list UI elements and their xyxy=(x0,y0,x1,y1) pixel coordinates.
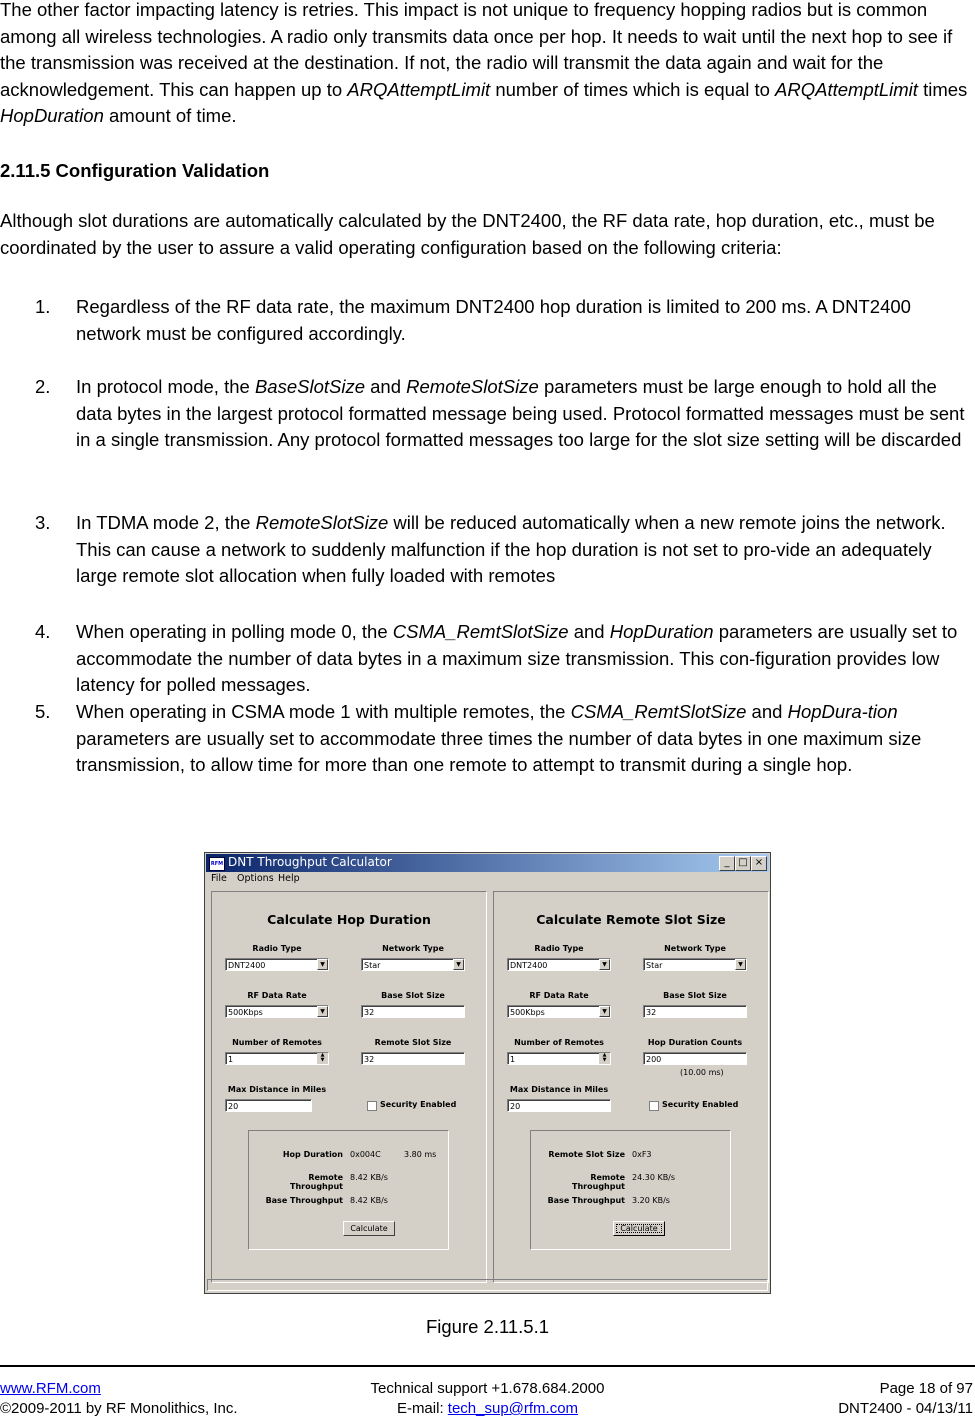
intro-paragraph: The other factor impacting latency is retries. This impact is not unique to frequency hopping radios but is common among all wireless technologies. A radio only transmits data once per hop. It needs to wait until the next hop to see if the transmission was received at the destination. If not, the radio will transmit the data again and wait for the acknowledgement. This can happen up to ARQAttemptLimit number of times which is equal to ARQAttemptLimit times HopDuration amount of time. xyxy=(0,0,968,126)
base-slot-input[interactable]: 32 xyxy=(361,1005,465,1018)
email-link[interactable]: tech_sup@rfm.com xyxy=(447,1400,579,1417)
chevron-down-icon: ▼ xyxy=(599,959,610,970)
copyright: ©2009-2011 by RF Monolithics, Inc. xyxy=(0,1400,238,1417)
distance-input[interactable]: 20 xyxy=(507,1099,611,1112)
close-button[interactable]: × xyxy=(751,856,767,871)
footer-rule xyxy=(0,1365,975,1367)
radio-type-select[interactable]: DNT2400 ▼ xyxy=(507,958,611,971)
footer-center xyxy=(0,1379,975,1419)
hop-counts-label: Hop Duration Counts xyxy=(647,1038,743,1047)
base-slot-input[interactable]: 32 xyxy=(643,1005,747,1018)
result-unit: 3.80 ms xyxy=(404,1150,437,1159)
base-slot-label: Base Slot Size xyxy=(381,991,445,1000)
security-checkbox[interactable] xyxy=(367,1101,377,1111)
remotes-label: Number of Remotes xyxy=(514,1038,604,1047)
rf-rate-label: RF Data Rate xyxy=(529,991,589,1000)
radio-type-select[interactable]: DNT2400 ▼ xyxy=(225,958,329,971)
calculate-button[interactable]: Calculate xyxy=(343,1221,395,1236)
chevron-down-icon: ▼ xyxy=(453,959,464,970)
panel-title: Calculate Hop Duration xyxy=(267,912,431,927)
result-value: 8.42 KB/s xyxy=(350,1196,388,1205)
security-checkbox[interactable] xyxy=(649,1101,659,1111)
section-heading: 2.11.5 Configuration Validation xyxy=(0,160,270,181)
panel-title: Calculate Remote Slot Size xyxy=(536,912,726,927)
support-phone: Technical support +1.678.684.2000 xyxy=(370,1380,605,1397)
chevron-down-icon: ▼ xyxy=(735,959,746,970)
criteria-paragraph: Although slot durations are automatically calculated by the DNT2400, the RF data rate, hop duration, etc., must be coordinated by the user to assure a valid operating configuration based on the following criteria: xyxy=(0,210,935,258)
menu-options[interactable]: Options xyxy=(237,873,274,884)
remotes-label: Number of Remotes xyxy=(232,1038,322,1047)
maximize-button[interactable]: □ xyxy=(735,856,751,871)
security-label: Security Enabled xyxy=(380,1100,457,1109)
figure-caption: Figure 2.11.5.1 xyxy=(425,1316,550,1337)
minimize-button[interactable]: _ xyxy=(719,856,735,871)
hop-counts-input[interactable]: 200 xyxy=(643,1052,747,1065)
network-type-label: Network Type xyxy=(382,944,444,953)
status-bar xyxy=(207,1279,768,1291)
network-type-select[interactable]: Star ▼ xyxy=(643,958,747,971)
base-slot-label: Base Slot Size xyxy=(663,991,727,1000)
security-label: Security Enabled xyxy=(662,1100,739,1109)
result-key: Base Throughput xyxy=(265,1196,343,1205)
menu-help[interactable]: Help xyxy=(278,873,300,884)
spinner-arrows-icon[interactable]: ▲ ▼ xyxy=(599,1053,610,1064)
hop-duration-panel xyxy=(211,891,487,1283)
results-box xyxy=(248,1130,449,1250)
result-value: 0xF3 xyxy=(632,1150,652,1159)
website-link[interactable]: www.RFM.com xyxy=(0,1380,101,1397)
result-value: 3.20 KB/s xyxy=(632,1196,670,1205)
radio-type-label: Radio Type xyxy=(252,944,302,953)
calculate-button[interactable]: Calculate xyxy=(613,1221,665,1236)
app-icon: RFM xyxy=(209,857,225,871)
remote-slot-label: Remote Slot Size xyxy=(374,1038,452,1047)
chevron-down-icon: ▼ xyxy=(599,1006,610,1017)
chevron-down-icon: ▼ xyxy=(317,959,328,970)
distance-label: Max Distance in Miles xyxy=(509,1085,609,1094)
page-number: Page 18 of 97 xyxy=(879,1380,973,1397)
email-label: E-mail: xyxy=(396,1400,448,1417)
remotes-stepper[interactable]: 1 ▲ ▼ xyxy=(507,1052,611,1065)
distance-input[interactable]: 20 xyxy=(225,1099,312,1112)
throughput-calculator-window xyxy=(204,852,771,1294)
result-key: Base Throughput xyxy=(547,1196,625,1205)
remote-slot-input[interactable]: 32 xyxy=(361,1052,465,1065)
result-key: Remote Throughput xyxy=(290,1173,343,1191)
results-box xyxy=(530,1130,731,1250)
chevron-down-icon: ▼ xyxy=(317,1006,328,1017)
result-key: Remote Slot Size xyxy=(548,1150,625,1159)
radio-type-label: Radio Type xyxy=(534,944,584,953)
result-value: 0x004C xyxy=(350,1150,381,1159)
window-title: DNT Throughput Calculator xyxy=(228,855,392,869)
rf-rate-label: RF Data Rate xyxy=(247,991,307,1000)
remotes-stepper[interactable]: 1 ▲ ▼ xyxy=(225,1052,329,1065)
rf-rate-select[interactable]: 500Kbps ▼ xyxy=(225,1005,329,1018)
title-bar xyxy=(206,854,769,872)
result-value: 24.30 KB/s xyxy=(632,1173,676,1182)
remote-slot-panel xyxy=(493,891,769,1283)
hop-ms-note: (10.00 ms) xyxy=(680,1068,724,1077)
result-key: Hop Duration xyxy=(282,1150,343,1159)
footer-right xyxy=(838,1379,973,1419)
doc-id: DNT2400 - 04/13/11 xyxy=(838,1400,973,1417)
network-type-select[interactable]: Star ▼ xyxy=(361,958,465,971)
rf-rate-select[interactable]: 500Kbps ▼ xyxy=(507,1005,611,1018)
distance-label: Max Distance in Miles xyxy=(227,1085,327,1094)
menu-file[interactable]: File xyxy=(211,873,227,884)
network-type-label: Network Type xyxy=(664,944,726,953)
spinner-arrows-icon[interactable]: ▲ ▼ xyxy=(317,1053,328,1064)
result-value: 8.42 KB/s xyxy=(350,1173,388,1182)
result-key: Remote Throughput xyxy=(572,1173,625,1191)
